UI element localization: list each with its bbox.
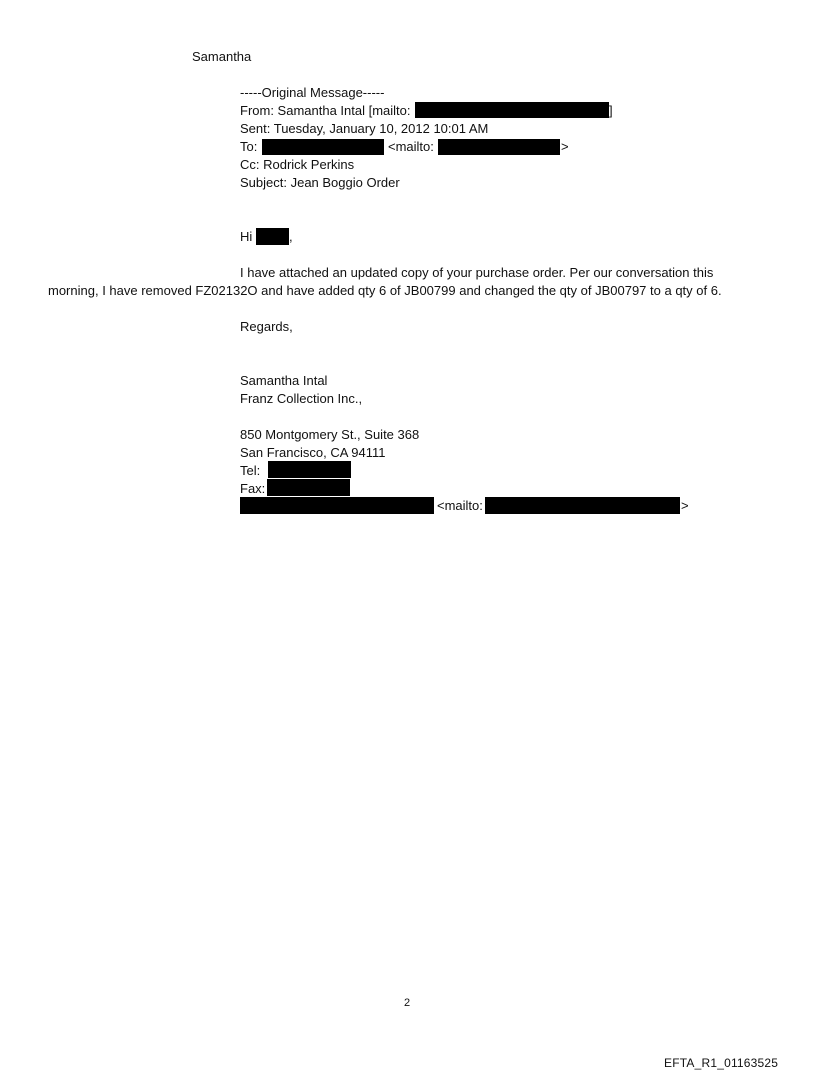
address-line1: 850 Montgomery St., Suite 368	[240, 427, 420, 442]
redaction-tel	[268, 461, 351, 478]
original-message-divider: -----Original Message-----	[240, 85, 385, 100]
body-paragraph-line2: morning, I have removed FZ02132O and have added qty 6 of JB00799 and changed the qty of JB00797 to a qty of 6.	[48, 283, 722, 298]
from-line-suffix: ]	[609, 103, 613, 118]
fax-label: Fax:	[240, 481, 266, 496]
from-line-prefix: From: Samantha Intal [mailto:	[240, 103, 411, 118]
redaction-email-address	[485, 497, 680, 514]
closing: Regards,	[240, 319, 293, 334]
greeting-suffix: ,	[289, 229, 293, 244]
redaction-to-email	[438, 139, 560, 155]
address-line2: San Francisco, CA 94111	[240, 445, 386, 460]
tel-label: Tel:	[240, 463, 261, 478]
signature-top: Samantha	[192, 49, 252, 64]
sender-name: Samantha Intal	[240, 373, 328, 388]
body-paragraph-line1: I have attached an updated copy of your purchase order. Per our conversation this	[240, 265, 714, 280]
email-mailto: <mailto:	[437, 498, 483, 513]
redaction-recipient-name	[256, 228, 289, 245]
to-mailto: <mailto:	[388, 139, 434, 154]
subject-line: Subject: Jean Boggio Order	[240, 175, 400, 190]
redaction-from-email	[415, 102, 609, 118]
to-label: To:	[240, 139, 258, 154]
page-number: 2	[404, 997, 411, 1009]
sent-line: Sent: Tuesday, January 10, 2012 10:01 AM	[240, 121, 489, 136]
email-suffix: >	[681, 498, 689, 513]
document-id: EFTA_R1_01163525	[664, 1056, 779, 1070]
sender-company: Franz Collection Inc.,	[240, 391, 363, 406]
redaction-email-name	[240, 497, 434, 514]
redaction-fax	[267, 479, 350, 496]
cc-line: Cc: Rodrick Perkins	[240, 157, 355, 172]
redaction-to-name	[262, 139, 384, 155]
to-suffix: >	[561, 139, 569, 154]
greeting-prefix: Hi	[240, 229, 253, 244]
